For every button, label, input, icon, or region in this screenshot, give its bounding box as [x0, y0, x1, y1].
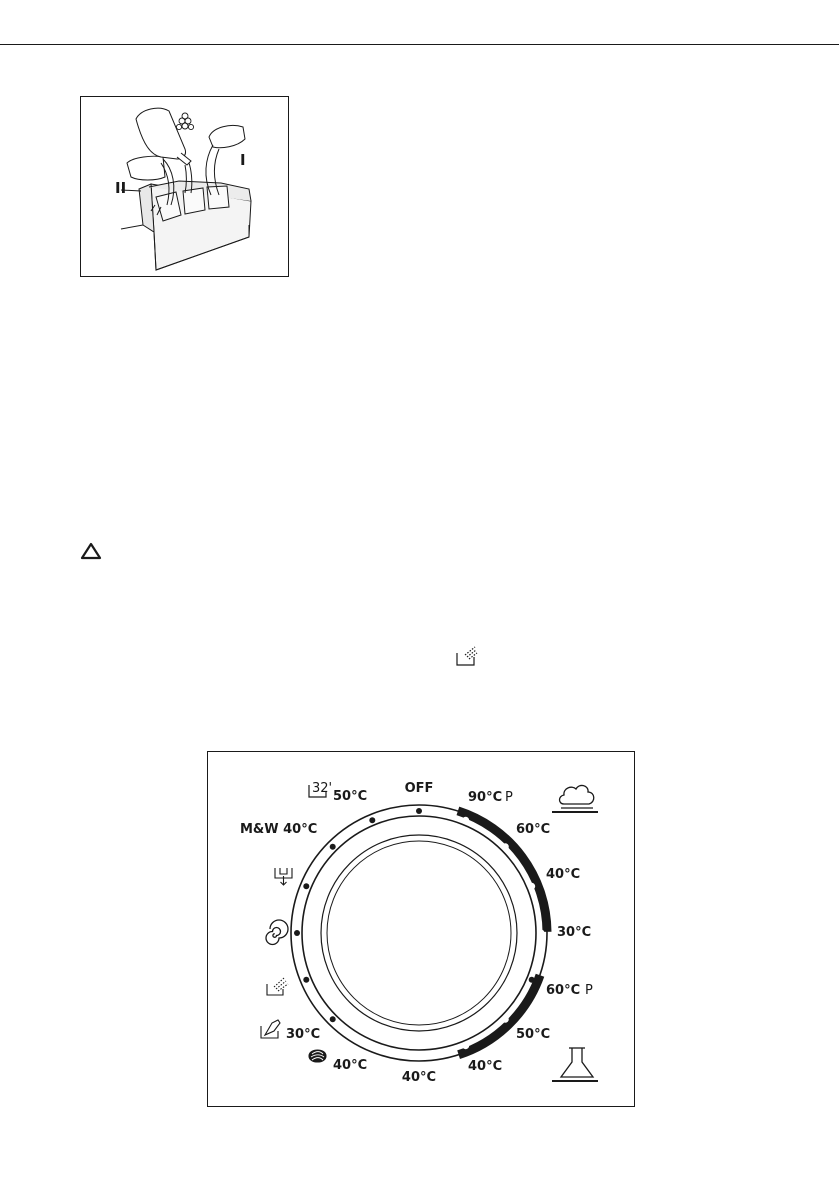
- program-dial-figure: [207, 751, 635, 1107]
- cotton-90-temp: 90°C: [468, 790, 503, 805]
- dial-position-dot: [416, 1052, 422, 1058]
- synthetics-60-p: P: [585, 983, 593, 998]
- compartment-label-ii: II: [115, 179, 127, 197]
- spin-icon: [266, 920, 288, 945]
- dial-positions: [294, 808, 544, 1058]
- warning-triangle-icon: [80, 542, 102, 565]
- handwash-icon: [261, 1020, 280, 1038]
- dial-position-dot: [529, 977, 535, 983]
- cotton-icon: [552, 785, 598, 812]
- dial-position-dot: [416, 808, 422, 814]
- dispenser-drawer: [121, 181, 251, 270]
- flower-icon: [176, 113, 193, 130]
- dial-position-dot: [538, 930, 544, 936]
- dispenser-figure: [80, 96, 289, 277]
- cotton-90-p: P: [505, 790, 513, 805]
- synthetics-50-temp: 50°C: [516, 1027, 551, 1042]
- dial-position-dot: [330, 844, 336, 850]
- drain-icon: [275, 868, 292, 885]
- dial-position-dot: [463, 817, 469, 823]
- cotton-40-temp: 40°C: [546, 867, 581, 882]
- cotton-30-temp: 30°C: [557, 925, 592, 940]
- wool-icon: [309, 1050, 326, 1062]
- synthetics-range-band: [459, 975, 540, 1054]
- off-label: OFF: [404, 781, 434, 796]
- dial-position-dot: [294, 930, 300, 936]
- dial-position-dot: [463, 1043, 469, 1049]
- synthetics-icon: [552, 1048, 598, 1081]
- delicates-temp: 40°C: [401, 1070, 437, 1085]
- compartment-label-i: I: [240, 151, 246, 169]
- quick-wash-temp: 50°C: [333, 789, 368, 804]
- rinse-icon: [267, 978, 288, 995]
- dial-position-dot: [303, 883, 309, 889]
- mw-label: M&W 40°C: [240, 822, 318, 837]
- wool-temp: 40°C: [333, 1058, 368, 1073]
- timer-label: 32': [312, 781, 333, 796]
- spin-tub-icon: [455, 645, 479, 672]
- top-rule: [0, 44, 839, 45]
- handwash-temp: 30°C: [286, 1027, 321, 1042]
- synthetics-40-temp: 40°C: [468, 1059, 503, 1074]
- dial-position-dot: [369, 1043, 375, 1049]
- cotton-60-temp: 60°C: [516, 822, 551, 837]
- dial-position-dot: [369, 817, 375, 823]
- dial-position-dot: [502, 844, 508, 850]
- synthetics-60-temp: 60°C: [546, 983, 581, 998]
- dial-position-dot: [330, 1016, 336, 1022]
- dial-position-dot: [502, 1016, 508, 1022]
- dial-position-dot: [529, 883, 535, 889]
- dial-position-dot: [303, 977, 309, 983]
